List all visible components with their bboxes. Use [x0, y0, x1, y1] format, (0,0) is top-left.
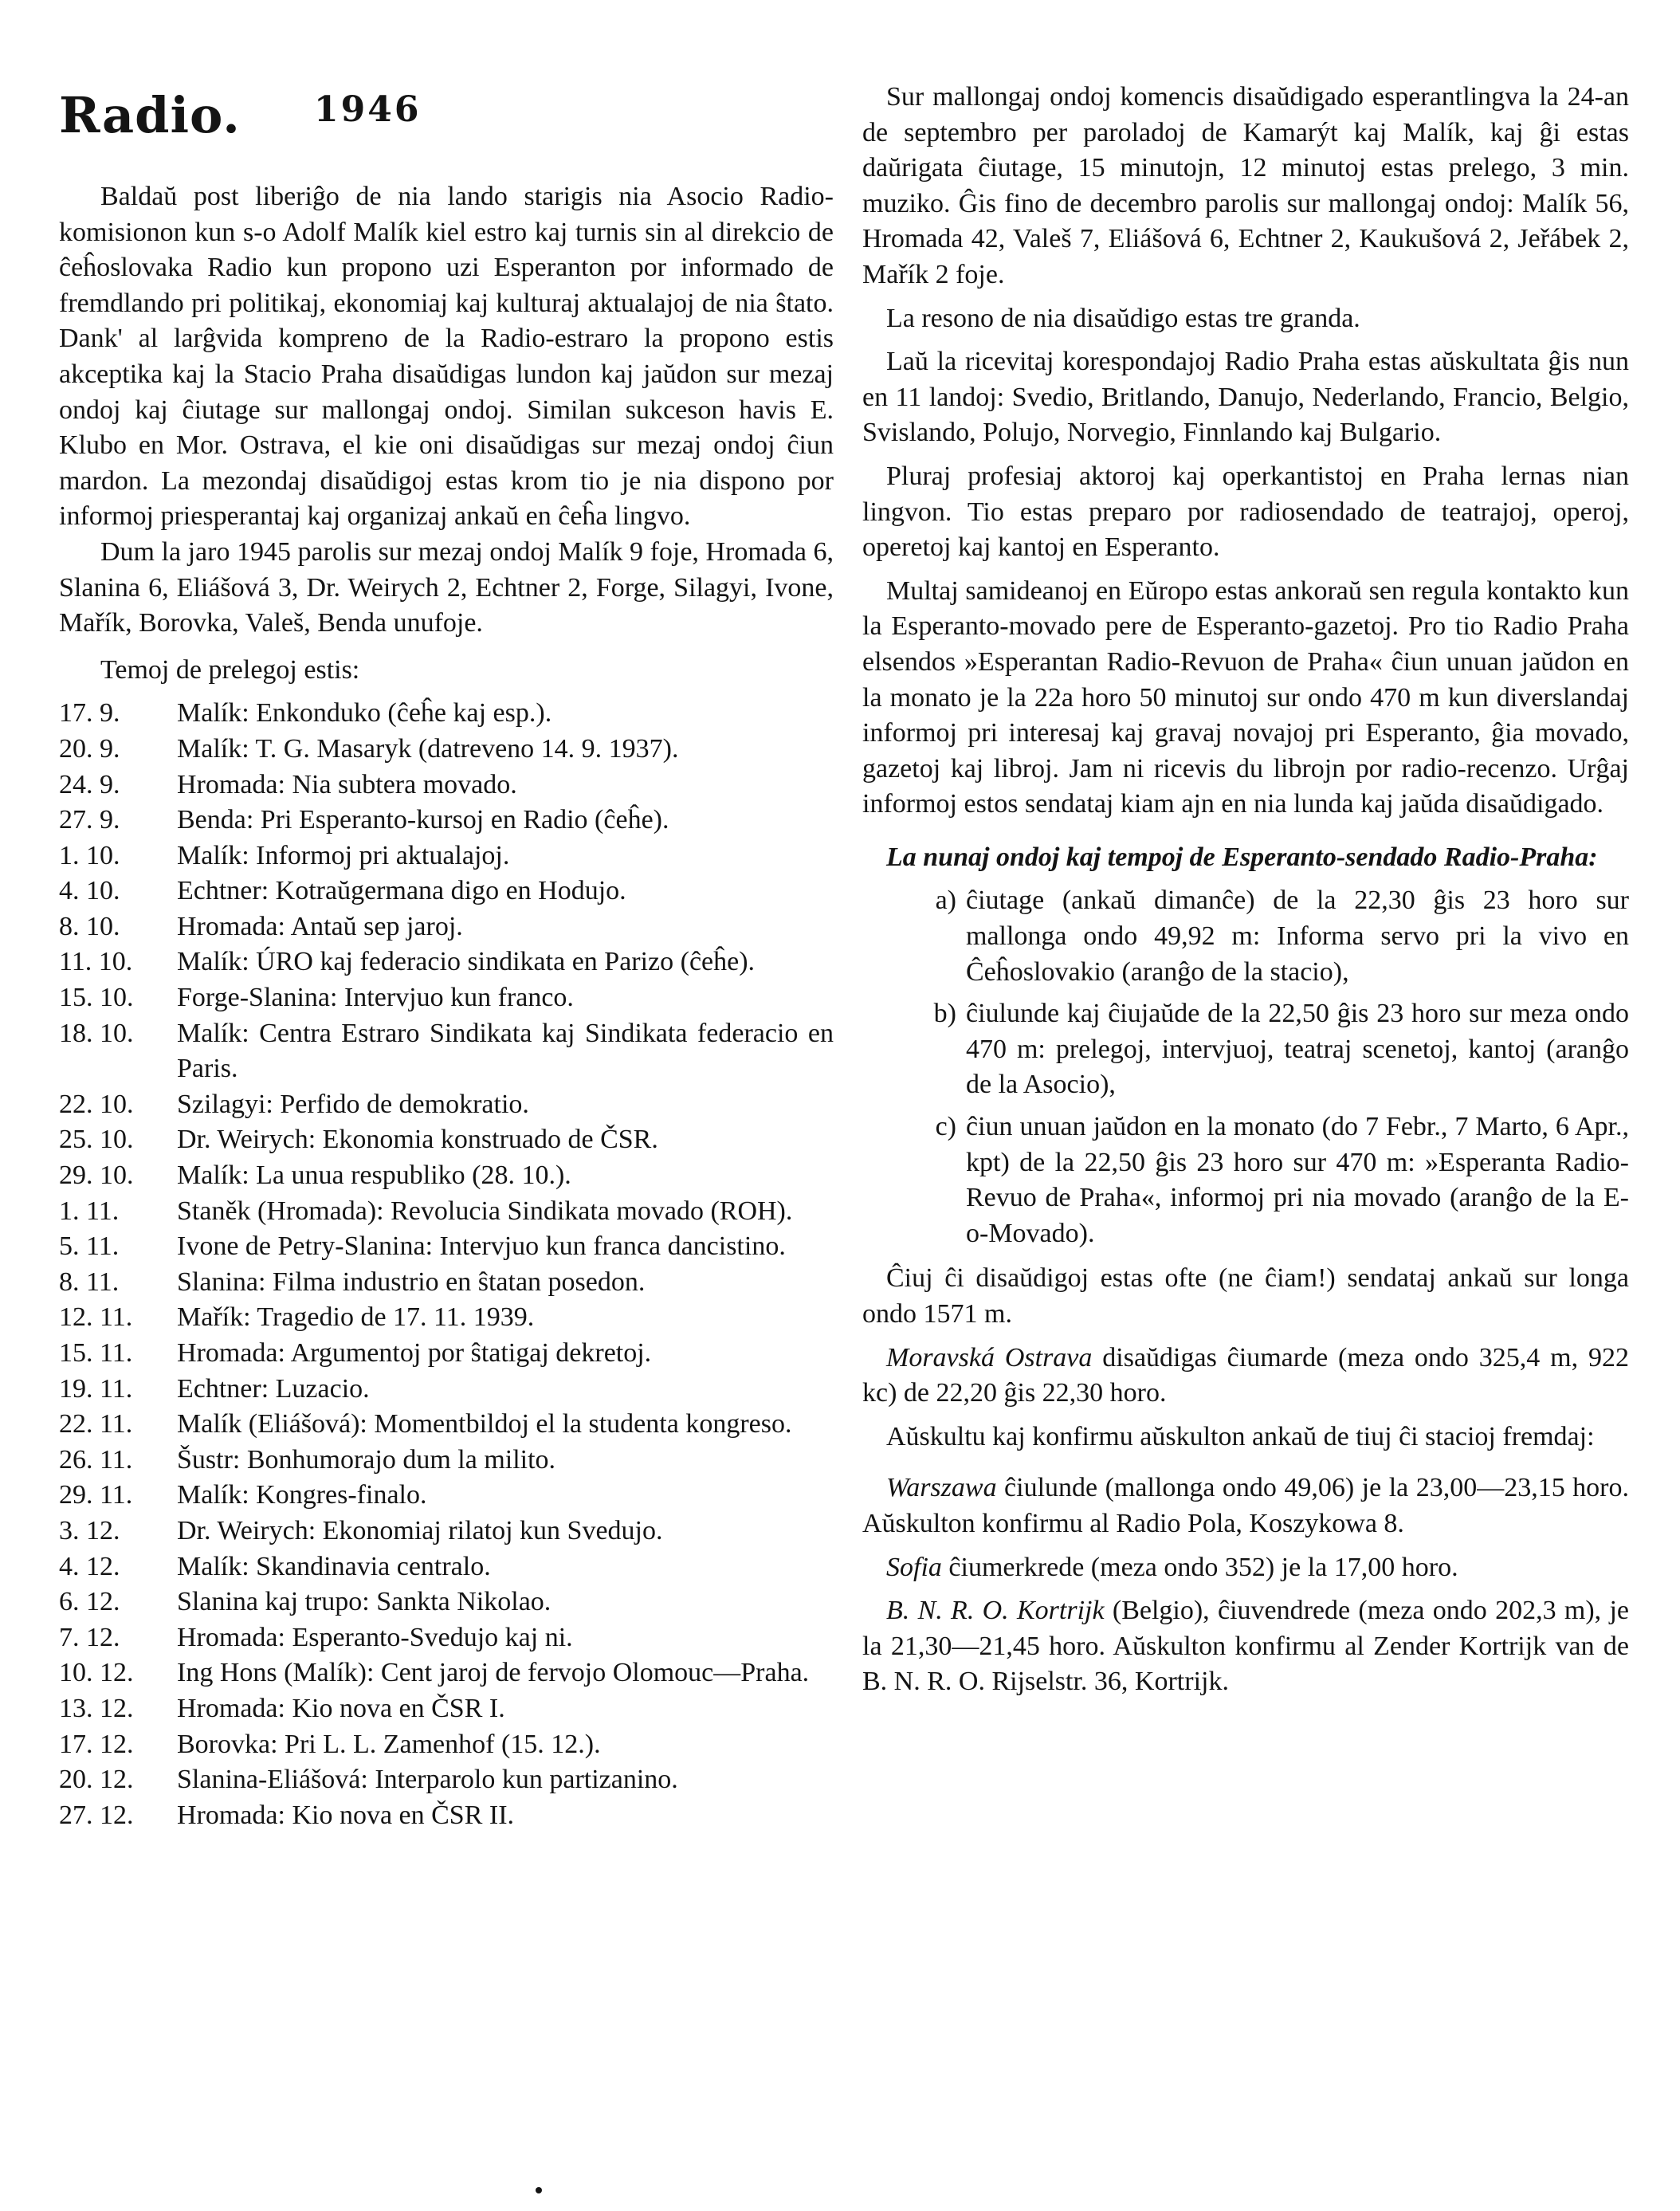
talk-row [59, 1194, 834, 1230]
talk-text: Hromada: Antaŭ sep jaroj. [177, 911, 463, 941]
revuo-paragraph: Multaj samideanoj en Eŭropo estas ankoraŭ sen regula kontakto kun la Esperanto-movado pere de Esperanto-gazetoj. Pro tio Radio Praha elsendos »Esperantan Radio-Revuon de Praha« ĉiun unuan jaŭdon en la monato je la 22a horo 50 minutoj sur ondo 470 m kun diverslandaj informoj pri interesaj kaj gravaj novajoj pri Esperanto, ĝia movado, gazetoj kaj libroj. Jam ni ricevis du librojn por radio-recenzo. Urĝaj informoj estos sendataj kiam ajn en nia lunda kaj jaŭda disaŭdigado. [862, 575, 1629, 819]
talk-row [59, 696, 834, 732]
talk-date: 1. 11. [59, 1196, 120, 1226]
talk-text: Benda: Pri Esperanto-kursoj en Radio (ĉeĥe). [177, 805, 669, 835]
talk-date: 25. 10. [59, 1125, 134, 1155]
talk-date: 20. 9. [59, 733, 120, 764]
talk-row [59, 944, 834, 980]
talk-date: 4. 10. [59, 876, 120, 906]
talk-text: Malík: Enkonduko (ĉeĥe kaj esp.). [177, 698, 552, 728]
schedule-item [862, 996, 1629, 1103]
talk-text: Forge-Slanina: Intervjuo kun franco. [177, 983, 574, 1013]
talk-date: 10. 12. [59, 1658, 134, 1688]
talk-date: 15. 10. [59, 983, 134, 1013]
talk-date: 1. 10. [59, 840, 120, 870]
kortrijk-name: B. N. R. O. Kortrijk [886, 1596, 1105, 1626]
talk-date: 5. 11. [59, 1231, 120, 1262]
talk-row [59, 1549, 834, 1585]
talk-date: 19. 11. [59, 1373, 133, 1404]
talk-text: Ivone de Petry-Slanina: Intervjuo kun franca dancistino. [177, 1231, 786, 1262]
talk-row [59, 1443, 834, 1479]
schedule-text: ĉiutage (ankaŭ dimanĉe) de la 22,30 ĝis 23 horo sur mallonga ondo 49,92 m: Informa servo pri la vivo en Ĉeĥoslovakio (aranĝo de la stacio), [966, 886, 1629, 987]
sofia-text: ĉiumerkrede (meza ondo 352) je la 17,00 horo. [941, 1552, 1458, 1582]
schedule-item [862, 1109, 1629, 1251]
talk-text: Szilagyi: Perfido de demokratio. [177, 1089, 529, 1119]
left-column [59, 86, 834, 1833]
talk-text: Hromada: Esperanto-Svedujo kaj ni. [177, 1622, 573, 1652]
talk-text: Staněk (Hromada): Revolucia Sindikata movado (ROH). [177, 1196, 793, 1226]
talk-row [59, 1158, 834, 1194]
footer-dot [536, 2187, 542, 2193]
talks-list [59, 696, 834, 1833]
talk-text: Hromada: Kio nova en ČSR I. [177, 1693, 505, 1723]
kortrijk-text: (Belgio), ĉiuvendrede (meza ondo 202,3 m), je la 21,30—21,45 horo. Aŭskulton konfirmu al Zender Kortrijk van de B. N. R. O. Rijselstr. 36, Kortrijk. [862, 1596, 1629, 1697]
speakers-paragraph: Dum la jaro 1945 parolis sur mezaj ondoj Malík 9 foje, Hromada 6, Slanina 6, Eliášová 3, Dr. Weirych 2, Echtner 2, Forge, Silagyi, Ivone, Mařík, Borovka, Valeš, Benda unufoje. [59, 536, 834, 638]
talk-row [59, 1016, 834, 1087]
schedule-label: a) [935, 886, 956, 916]
schedule-text: ĉiulunde kaj ĉiujaŭde de la 22,50 ĝis 23 horo sur meza ondo 470 m: prelegoj, intervjuoj, teatraj scenetoj, kantoj (aranĝo de la Asocio), [966, 999, 1629, 1100]
talk-date: 20. 12. [59, 1765, 134, 1795]
talk-row [59, 1122, 834, 1158]
intro-paragraph: Baldaŭ post liberiĝo de nia lando starigis nia Asocio Radio-komisionon kun s-o Adolf Malík kiel estro kaj turnis sin al direkcio de ĉeĥoslovaka Radio kun propono uzi Esperanton por informado de fremdlando pri politikaj, ekonomiaj kaj kulturaj aktualajoj de nia ŝtato. Dank' al larĝvida kompreno de la Radio-estraro la propono estis akceptika kaj la Stacio Praha disaŭdigas lundon kaj jaŭdon sur mezaj ondoj kaj ĉiutage sur mallongaj ondoj. Similan sukceson havis E. Klubo en Mor. Ostrava, el kie oni disaŭdigas sur mezaj ondoj ĉiun mardon. La mezondaj disaŭdigoj estas krom tio je nia dispono por informoj priesperantaj kaj organizaj ankaŭ en ĉeĥa lingvo. [59, 182, 834, 532]
talk-row [59, 1372, 834, 1408]
talk-row [59, 1691, 834, 1727]
talk-text: Slanina kaj trupo: Sankta Nikolao. [177, 1587, 551, 1617]
talk-date: 18. 10. [59, 1018, 134, 1048]
talk-date: 11. 10. [59, 947, 133, 977]
talk-text: Šustr: Bonhumorajo dum la milito. [177, 1444, 556, 1475]
talk-row [59, 838, 834, 874]
year-label: 1946 [314, 89, 422, 130]
schedule-list [862, 883, 1629, 1251]
resonance-paragraph: La resono de nia disaŭdigo estas tre granda. [886, 303, 1360, 333]
talk-row [59, 1265, 834, 1301]
talk-text: Malík: Informoj pri aktualajoj. [177, 840, 510, 870]
schedule-item [862, 883, 1629, 990]
talk-date: 13. 12. [59, 1693, 134, 1723]
talk-text: Slanina-Eliášová: Interparolo kun partizanino. [177, 1765, 678, 1795]
talk-row [59, 1762, 834, 1798]
topics-heading: Temoj de prelegoj estis: [100, 654, 360, 685]
talk-text: Echtner: Luzacio. [177, 1373, 370, 1404]
talk-text: Borovka: Pri L. L. Zamenhof (15. 12.). [177, 1729, 601, 1759]
schedule-label: c) [935, 1112, 956, 1142]
talk-row [59, 1087, 834, 1123]
talk-row [59, 980, 834, 1016]
title-row [59, 86, 834, 170]
right-column [862, 80, 1629, 1708]
talk-date: 26. 11. [59, 1444, 133, 1475]
talk-row [59, 1336, 834, 1372]
talk-text: Dr. Weirych: Ekonomiaj rilatoj kun Svedujo. [177, 1515, 663, 1545]
warszawa-name: Warszawa [886, 1473, 997, 1503]
talk-row [59, 909, 834, 945]
schedule-text: ĉiun unuan jaŭdon en la monato (do 7 Febr., 7 Marto, 6 Apr., kpt) de la 22,50 ĝis 23 horo sur 470 m: »Esperanta Radio-Revuo de Praha«, informoj pri nia movado (aranĝo de la E-o-Movado). [966, 1112, 1629, 1248]
talk-row [59, 1798, 834, 1834]
talk-text: Malík (Eliášová): Momentbildoj el la studenta kongreso. [177, 1409, 792, 1439]
talk-date: 27. 12. [59, 1800, 134, 1830]
page-title: Radio. [59, 86, 241, 144]
talk-date: 8. 10. [59, 911, 120, 941]
talk-date: 8. 11. [59, 1267, 120, 1297]
talk-text: Ing Hons (Malík): Cent jaroj de fervojo Olomouc—Praha. [177, 1658, 810, 1688]
talk-date: 7. 12. [59, 1622, 120, 1652]
talk-row [59, 1655, 834, 1691]
talk-text: Malík: Centra Estraro Sindikata kaj Sindikata federacio en Paris. [177, 1018, 834, 1084]
ostrava-paragraph [862, 1341, 1629, 1412]
talk-text: Malík: T. G. Masaryk (datreveno 14. 9. 1937). [177, 733, 679, 764]
talk-row [59, 732, 834, 768]
talk-text: Hromada: Argumentoj por ŝtatigaj dekretoj. [177, 1338, 652, 1368]
warszawa-text: ĉiulunde (mallonga ondo 49,06) je la 23,00—23,15 horo. Aŭskulton konfirmu al Radio Pola, Koszykowa 8. [862, 1473, 1629, 1538]
talk-text: Dr. Weirych: Ekonomia konstruado de ČSR. [177, 1125, 658, 1155]
foreign-stations-paragraph: Aŭskultu kaj konfirmu aŭskulton ankaŭ de tiuj ĉi stacioj fremdaj: [886, 1421, 1595, 1451]
talk-date: 17. 9. [59, 698, 120, 728]
talk-date: 24. 9. [59, 769, 120, 799]
talk-date: 12. 11. [59, 1302, 133, 1333]
talk-row [59, 768, 834, 803]
schedule-heading: La nunaj ondoj kaj tempoj de Esperanto-sendado Radio-Praha: [886, 842, 1598, 872]
actors-paragraph: Pluraj profesiaj aktoroj kaj operkantistoj en Praha lernas nian lingvon. Tio estas preparo por radiosendado de teatrajoj, operoj, operetoj kaj kantoj en Esperanto. [862, 461, 1629, 563]
countries-paragraph: Laŭ la ricevitaj korespondajoj Radio Praha estas aŭskultata ĝis nun en 11 landoj: Svedio, Britlando, Danujo, Nederlando, Francio, Belgio, Svislando, Polujo, Norvegio, Finnlando kaj Bulgario. [862, 347, 1629, 448]
warszawa-paragraph [862, 1471, 1629, 1541]
talk-date: 29. 10. [59, 1160, 134, 1191]
talk-date: 3. 12. [59, 1515, 120, 1545]
talk-date: 22. 11. [59, 1409, 133, 1439]
ostrava-text: disaŭdigas ĉiumarde (meza ondo 325,4 m, 922 kc) de 22,20 ĝis 22,30 horo. [862, 1342, 1629, 1408]
talk-text: Hromada: Nia subtera movado. [177, 769, 517, 799]
talk-date: 15. 11. [59, 1338, 133, 1368]
talk-text: Slanina: Filma industrio en ŝtatan posedon. [177, 1267, 646, 1297]
talk-text: Mařík: Tragedio de 17. 11. 1939. [177, 1302, 535, 1333]
talk-text: Echtner: Kotraŭgermana digo en Hodujo. [177, 876, 626, 906]
longwave-paragraph: Ĉiuj ĉi disaŭdigoj estas ofte (ne ĉiam!) sendataj ankaŭ sur longa ondo 1571 m. [862, 1263, 1629, 1329]
talk-row [59, 1585, 834, 1620]
talk-text: Malík: ÚRO kaj federacio sindikata en Parizo (ĉeĥe). [177, 947, 756, 977]
talk-row [59, 874, 834, 909]
talk-row [59, 1620, 834, 1656]
talk-text: Malík: Skandinavia centralo. [177, 1551, 491, 1581]
talk-row [59, 803, 834, 838]
talk-row [59, 1478, 834, 1514]
ostrava-name: Moravská Ostrava [886, 1342, 1093, 1373]
talk-date: 22. 10. [59, 1089, 134, 1119]
kortrijk-paragraph [862, 1593, 1629, 1700]
talk-date: 27. 9. [59, 805, 120, 835]
talk-row [59, 1300, 834, 1336]
talk-row [59, 1407, 834, 1443]
sofia-paragraph [862, 1550, 1629, 1586]
talk-row [59, 1514, 834, 1549]
shortwave-paragraph: Sur mallongaj ondoj komencis disaŭdigado esperantlingva la 24-an de septembro per paroladoj de Kamarýt kaj Malík, kaj ĝi estas daŭrigata ĉiutage, 15 minutojn, 12 minutoj estas prelego, 3 min. muziko. Ĝis fino de decembro parolis sur mallongaj ondoj: Malík 56, Hromada 42, Valeš 7, Eliášová 6, Echtner 2, Kaukušová 2, Jeřábek 2, Mařík 2 foje. [862, 82, 1629, 289]
talk-text: Malík: La unua respubliko (28. 10.). [177, 1160, 571, 1191]
talk-row [59, 1229, 834, 1265]
talk-row [59, 1727, 834, 1763]
talk-date: 6. 12. [59, 1587, 120, 1617]
talk-date: 17. 12. [59, 1729, 134, 1759]
talk-date: 4. 12. [59, 1551, 120, 1581]
talk-text: Hromada: Kio nova en ČSR II. [177, 1800, 515, 1830]
sofia-name: Sofia [886, 1552, 942, 1582]
schedule-label: b) [933, 999, 956, 1029]
talk-text: Malík: Kongres-finalo. [177, 1480, 427, 1510]
talk-date: 29. 11. [59, 1480, 133, 1510]
